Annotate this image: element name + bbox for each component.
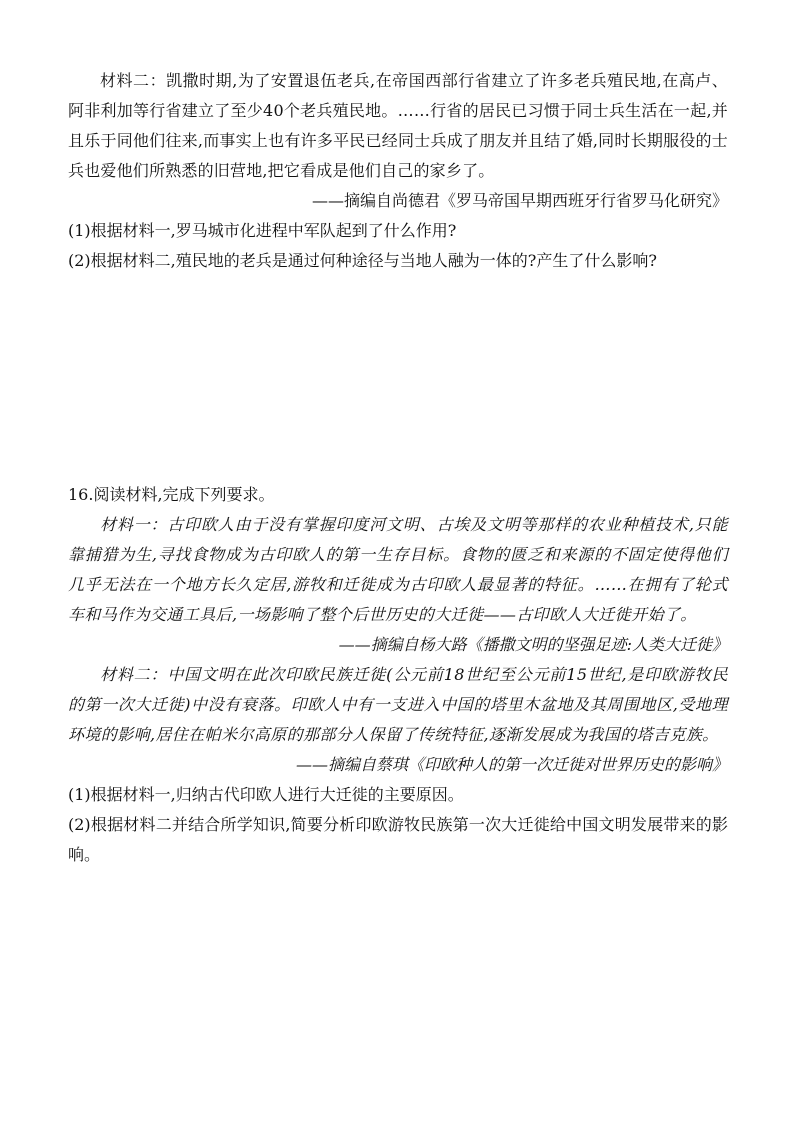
- indo-european-source-1: ——摘编自杨大路《播撒文明的坚强足迹:人类大迁徙》: [338, 635, 728, 654]
- question-16-1: (1)根据材料一,归纳古代印欧人进行大迁徙的主要原因。: [68, 785, 464, 804]
- indo-european-source-2: ——摘编自蔡琪《印欧种人的第一次迁徙对世界历史的影响》: [295, 755, 728, 774]
- question-16-2: (2)根据材料二并结合所学知识,简要分析印欧游牧民族第一次大迁徙给中国文明发展带来的影响。: [68, 815, 728, 864]
- question-16-heading: 16.阅读材料,完成下列要求。: [68, 485, 275, 504]
- question-2: (2)根据材料二,殖民地的老兵是通过何种途径与当地人融为一体的?产生了什么影响?: [68, 251, 657, 270]
- indo-european-material-2: 材料二：中国文明在此次印欧民族迁徙(公元前18世纪至公元前15世纪,是印欧游牧民的第一次大迁徙)中没有衰落。印欧人中有一支进入中国的塔里木盆地及其周围地区,受地理环境的影响,居住在帕米尔高原的那部分人保留了传统特征,逐渐发展成为我国的塔吉克族。: [68, 665, 728, 744]
- section-question-16: [68, 480, 728, 870]
- material-2-paragraph: 材料二：凯撒时期,为了安置退伍老兵,在帝国西部行省建立了许多老兵殖民地,在高卢、阿非利加等行省建立了至少40个老兵殖民地。……行省的居民已习惯于同士兵生活在一起,并且乐于同他们往来,而事实上也有许多平民已经同士兵成了朋友并且结了婚,同时长期服役的士兵也爱他们所熟悉的旧营地,把它看成是他们自己的家乡了。: [68, 71, 728, 180]
- indo-european-material-1: 材料一：古印欧人由于没有掌握印度河文明、古埃及文明等那样的农业种植技术,只能靠捕猎为生,寻找食物成为古印欧人的第一生存目标。食物的匮乏和来源的不固定使得他们几乎无法在一个地方长久定居,游牧和迁徙成为古印欧人最显著的特征。……在拥有了轮式车和马作为交通工具后,一场影响了整个后世历史的大迁徙——古印欧人大迁徙开始了。: [68, 515, 728, 624]
- material-2-source: ——摘编自尚德君《罗马帝国早期西班牙行省罗马化研究》: [311, 191, 728, 210]
- question-1: (1)根据材料一,罗马城市化进程中军队起到了什么作用?: [68, 221, 457, 240]
- section-material-2-roman: [68, 66, 728, 276]
